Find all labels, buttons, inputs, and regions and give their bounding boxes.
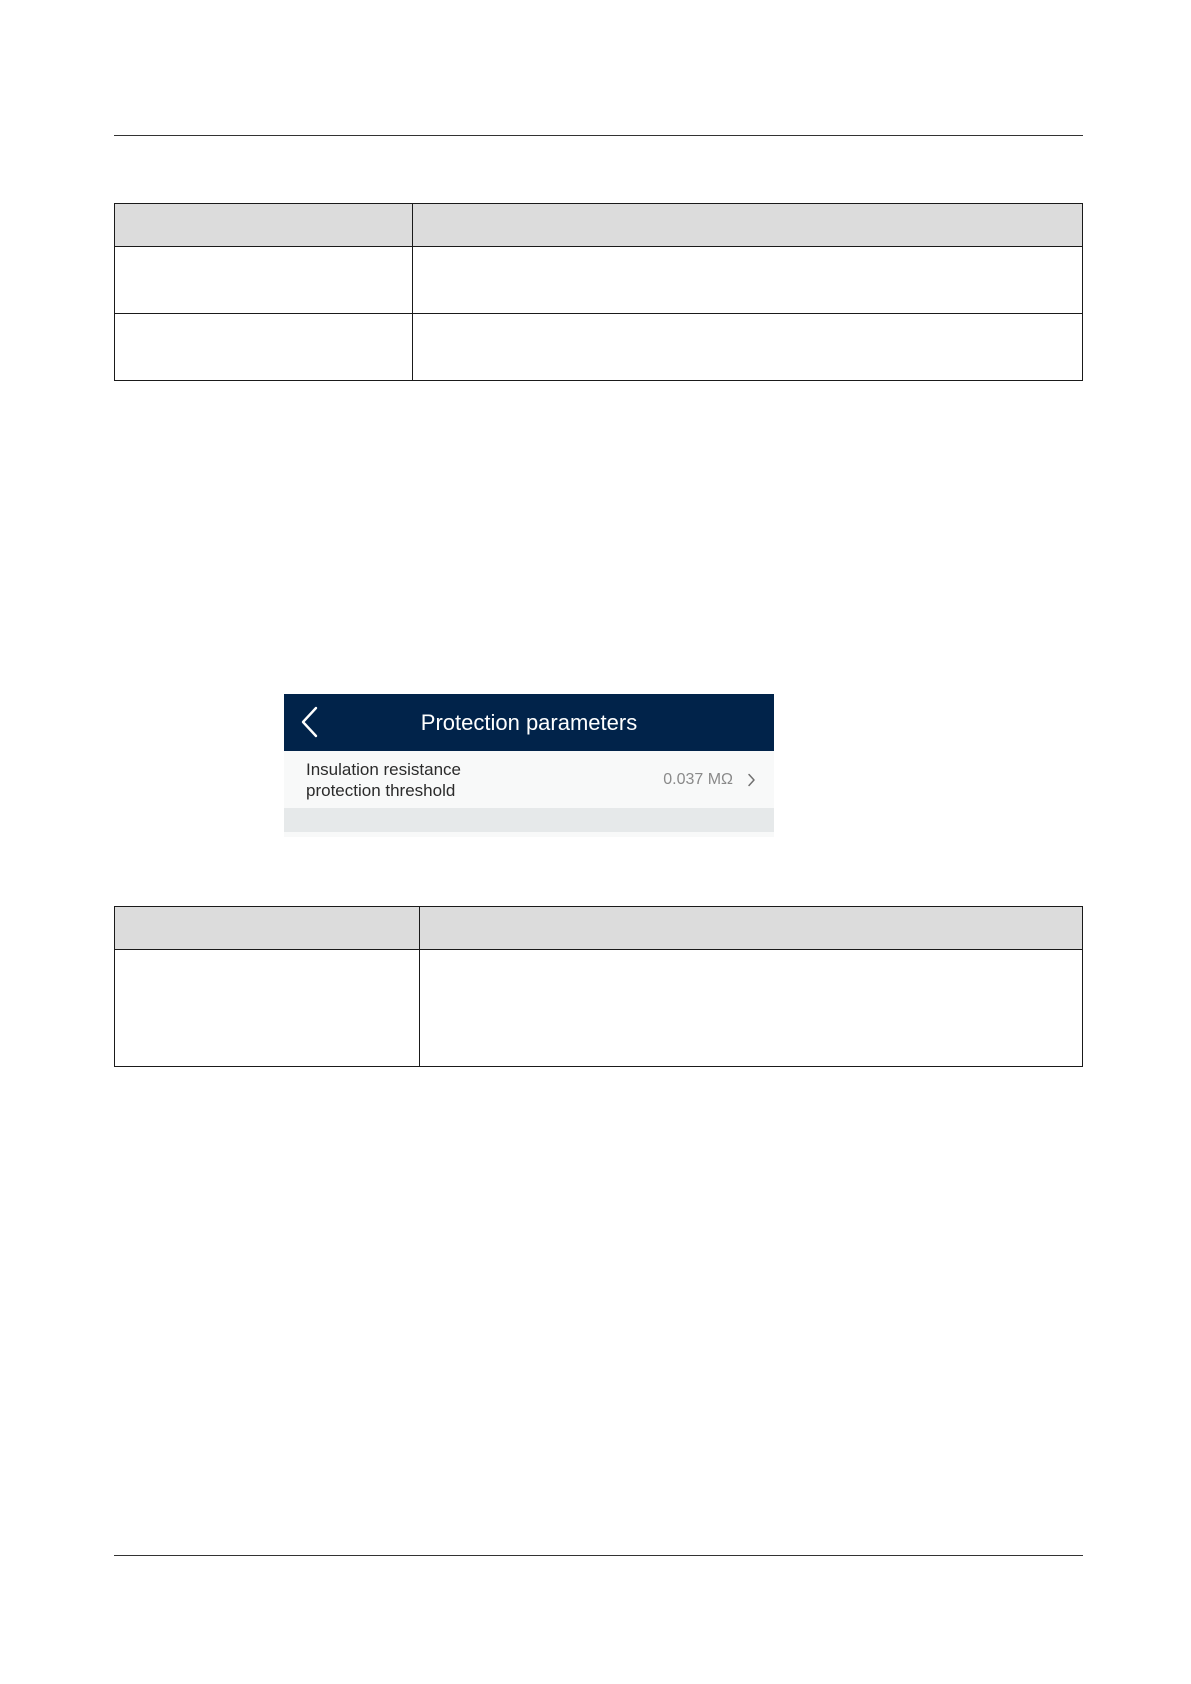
- header-rule: [114, 135, 1083, 136]
- footer-rule: [114, 1555, 1083, 1556]
- table-cell: [413, 314, 1083, 381]
- table-cell: [115, 950, 420, 1067]
- app-screenshot: [284, 694, 774, 837]
- chevron-left-icon[interactable]: [298, 705, 322, 739]
- chevron-right-icon: [747, 773, 756, 787]
- setting-row-insulation-threshold[interactable]: [284, 751, 774, 808]
- table-header-row: [115, 204, 1083, 247]
- table-header-cell: [115, 907, 420, 950]
- parameter-table-1: [114, 203, 1083, 381]
- parameter-table-2: [114, 906, 1083, 1067]
- setting-row-label: [306, 759, 566, 801]
- table-cell: [413, 247, 1083, 314]
- table-header-row: [115, 907, 1083, 950]
- app-header: [284, 694, 774, 751]
- table-header-cell: [115, 204, 413, 247]
- table-cell: [420, 950, 1083, 1067]
- table-cell: [115, 247, 413, 314]
- table-cell: [115, 314, 413, 381]
- table-row: [115, 950, 1083, 1067]
- table-header-cell: [420, 907, 1083, 950]
- setting-row-value: 0.037 MΩ: [663, 771, 733, 788]
- list-spacer: [284, 808, 774, 832]
- table-row: [115, 314, 1083, 381]
- setting-row-label-line1: Insulation resistance: [306, 760, 461, 779]
- page-title: Protection parameters: [420, 710, 638, 735]
- table-header-cell: [413, 204, 1083, 247]
- setting-row-label-line2: protection threshold: [306, 781, 456, 800]
- table-row: [115, 247, 1083, 314]
